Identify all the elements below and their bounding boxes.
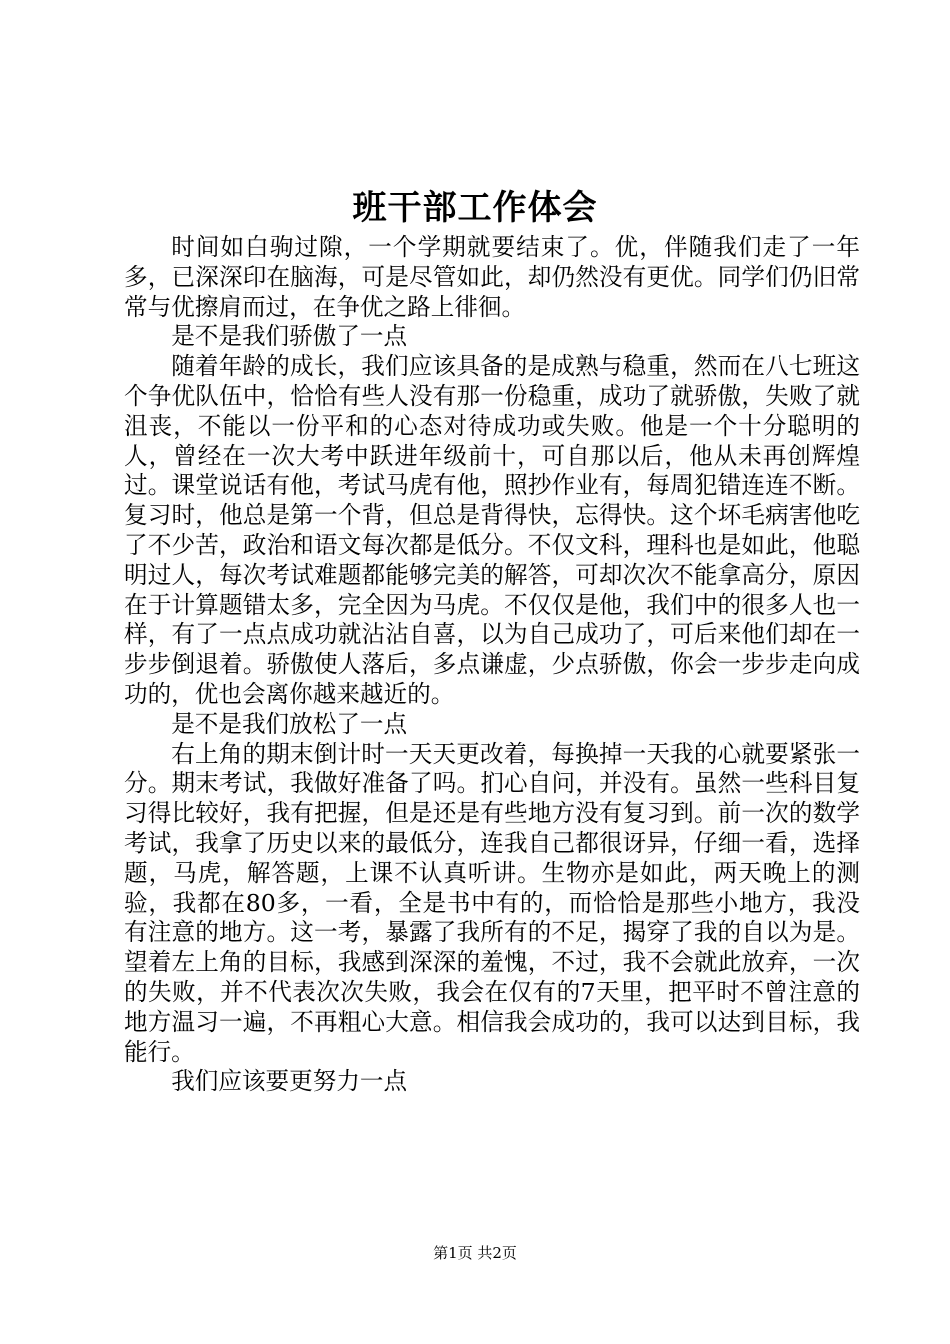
document-title: 班干部工作体会	[352, 188, 598, 228]
section-heading-relax: 是不是我们放松了一点	[171, 709, 408, 738]
document-body	[124, 233, 860, 1097]
section-heading-pride: 是不是我们骄傲了一点	[171, 322, 408, 351]
page-footer: 第1页 共2页	[433, 1244, 517, 1262]
section-heading-effort: 我们应该要更努力一点	[171, 1067, 408, 1096]
paragraph-pride: 随着年龄的成长，我们应该具备的是成熟与稳重，然而在八七班这个争优队伍中，恰恰有些人没有那一份稳重，成功了就骄傲，失败了就沮丧，不能以一份平和的心态对待成功或失败。他是一个十分聪明的人，曾经在一次大考中跃进年级前十，可自那以后，他从未再创辉煌过。课堂说话有他，考试马虎有他，照抄作业有，每周犯错连连不断。复习时，他总是第一个背，但总是背得快，忘得快。这个坏毛病害他吃了不少苦，政治和语文每次都是低分。不仅文科，理科也是如此，他聪明过人，每次考试难题都能够完美的解答，可却次次不能拿高分，原因在于计算题错太多，完全因为马虎。不仅仅是他，我们中的很多人也一样，有了一点点成功就沾沾自喜，以为自己成功了，可后来他们却在一步步倒退着。骄傲使人落后，多点谦虚，少点骄傲，你会一步步走向成功的，优也会离你越来越近的。	[124, 352, 860, 708]
paragraph-intro: 时间如白驹过隙，一个学期就要结束了。优，伴随我们走了一年多，已深深印在脑海，可是尽管如此，却仍然没有更优。同学们仍旧常常与优擦肩而过，在争优之路上徘徊。	[124, 233, 860, 321]
paragraph-relax: 右上角的期末倒计时一天天更改着，每换掉一天我的心就要紧张一分。期末考试，我做好准备了吗。扪心自问，并没有。虽然一些科目复习得比较好，我有把握，但是还是有些地方没有复习到。前一次的数学考试，我拿了历史以来的最低分，连我自己都很讶异，仔细一看，选择题，马虎，解答题，上课不认真听讲。生物亦是如此，两天晚上的测验，我都在80多，一看，全是书中有的，而恰恰是那些小地方，我没有注意的地方。这一考，暴露了我所有的不足，揭穿了我的自以为是。望着左上角的目标，我感到深深的羞愧，不过，我不会就此放弃，一次的失败，并不代表次次失败，我会在仅有的7天里，把平时不曾注意的地方温习一遍，不再粗心大意。相信我会成功的，我可以达到目标，我能行。	[124, 739, 860, 1066]
